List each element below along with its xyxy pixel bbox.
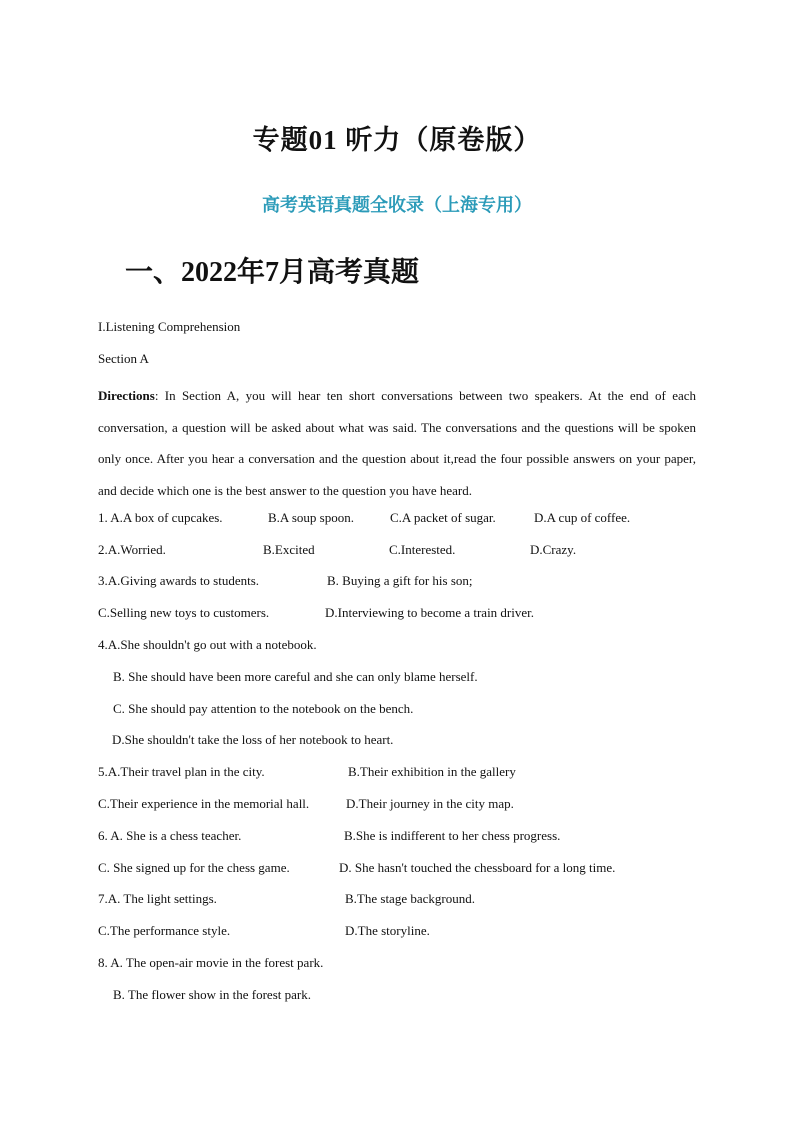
- q2-option-a: 2.A.Worried.: [98, 542, 166, 557]
- q7-option-b: B.The stage background.: [345, 891, 475, 906]
- q3-option-c: C.Selling new toys to customers.: [98, 605, 270, 620]
- section-heading: 一、2022年7月高考真题: [125, 257, 420, 288]
- page-title: 专题01 听力（原卷版）: [252, 125, 542, 155]
- q8-option-b: B. The flower show in the forest park.: [113, 987, 311, 1002]
- directions-paragraph: [98, 380, 696, 507]
- q7-option-d: D.The storyline.: [345, 923, 430, 938]
- q6-option-b: B.She is indifferent to her chess progress.: [344, 828, 561, 843]
- q7-option-c: C.The performance style.: [98, 923, 231, 938]
- q2-option-b: B.Excited: [263, 542, 315, 557]
- q4-option-b: B. She should have been more careful and she can only blame herself.: [113, 669, 478, 684]
- q4-option-c: C. She should pay attention to the notebook on the bench.: [113, 701, 414, 716]
- q3-option-d: D.Interviewing to become a train driver.: [325, 605, 535, 620]
- q6-option-a: 6. A. She is a chess teacher.: [98, 828, 242, 843]
- page-subtitle: 高考英语真题全收录（上海专用）: [262, 195, 532, 215]
- q1-option-d: D.A cup of coffee.: [534, 510, 631, 525]
- q8-option-a: 8. A. The open-air movie in the forest park.: [98, 955, 324, 970]
- section-label: Section A: [98, 351, 149, 366]
- q2-option-d: D.Crazy.: [530, 542, 577, 557]
- q3-option-b: B. Buying a gift for his son;: [327, 573, 473, 588]
- directions-text: : In Section A, you will hear ten short conversations between two speakers. At the end of each conversation, a question will be asked about what was said. The conversations and the questions will be spoken only once. After you hear a conversation and the question about it,read the four possible answers on your paper, and decide which one is the best answer to the question you have heard.: [98, 388, 696, 499]
- q1-option-b: B.A soup spoon.: [268, 510, 354, 525]
- q4-option-d: D.She shouldn't take the loss of her notebook to heart.: [112, 732, 394, 747]
- part-label: I.Listening Comprehension: [98, 319, 241, 334]
- q4-option-a: 4.A.She shouldn't go out with a notebook.: [98, 637, 317, 652]
- q5-option-c: C.Their experience in the memorial hall.: [98, 796, 310, 811]
- directions-label: Directions: [98, 388, 155, 403]
- q1-option-a: 1. A.A box of cupcakes.: [98, 510, 223, 525]
- q5-option-b: B.Their exhibition in the gallery: [348, 764, 516, 779]
- q7-option-a: 7.A. The light settings.: [98, 891, 217, 906]
- q6-option-c: C. She signed up for the chess game.: [98, 860, 290, 875]
- q5-option-d: D.Their journey in the city map.: [346, 796, 514, 811]
- q5-option-a: 5.A.Their travel plan in the city.: [98, 764, 265, 779]
- q2-option-c: C.Interested.: [389, 542, 456, 557]
- q1-option-c: C.A packet of sugar.: [390, 510, 496, 525]
- q6-option-d: D. She hasn't touched the chessboard for a long time.: [339, 860, 616, 875]
- q3-option-a: 3.A.Giving awards to students.: [98, 573, 260, 588]
